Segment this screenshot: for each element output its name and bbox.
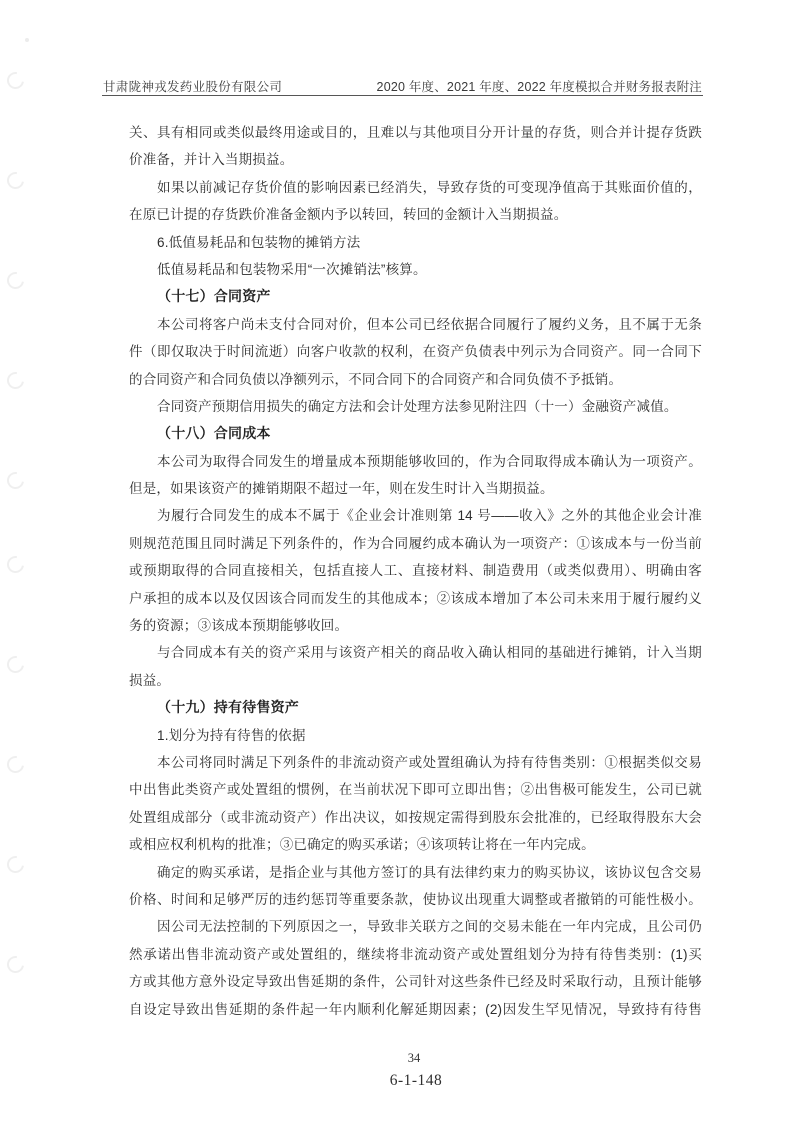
body-text-line: 为履行合同发生的成本不属于《企业会计准则第 14 号——收入》之外的其他企业会计准 <box>157 508 702 524</box>
section-heading: （十八）合同成本 <box>157 425 271 442</box>
body-text-line: 价准备，并计入当期损益。 <box>129 152 294 168</box>
scan-artifact <box>25 38 29 42</box>
document-body <box>129 119 702 1023</box>
body-text-line: 如果以前减记存货价值的影响因素已经消失，导致存货的可变现净值高于其账面价值的， <box>157 179 702 195</box>
body-text-line: 关、具有相同或类似最终用途或目的，且难以与其他项目分开计量的存货，则合并计提存货跌 <box>129 125 702 140</box>
body-text-line: 6.低值易耗品和包装物的摊销方法 <box>157 234 361 250</box>
header-report-title: 2020 年度、2021 年度、2022 年度模拟合并财务报表附注 <box>376 80 702 94</box>
scan-artifact <box>4 953 28 977</box>
scan-artifact <box>4 69 28 93</box>
scan-artifact <box>4 169 28 193</box>
scan-artifact <box>4 369 28 393</box>
scan-artifact <box>4 753 28 777</box>
body-text-line: 低值易耗品和包装物采用“一次摊销法”核算。 <box>157 261 427 277</box>
body-text-line: 方或其他方意外设定导致出售延期的条件，公司针对这些条件已经及时采取行动，且预计能够 <box>129 974 702 990</box>
scan-artifact <box>4 653 28 677</box>
body-text-line: 1.划分为持有待售的依据 <box>157 727 306 743</box>
body-text-line: 但是，如果该资产的摊销期限不超过一年，则在发生时计入当期损益。 <box>129 481 554 497</box>
section-heading: （十七）合同资产 <box>157 288 271 305</box>
body-text-line: 自设定导致出售延期的条件起一年内顺利化解延期因素；(2)因发生罕见情况，导致持有待售 <box>129 1001 702 1017</box>
body-text-line: 户承担的成本以及仅因该合同而发生的其他成本；②该成本增加了本公司未来用于履行履约义 <box>129 590 702 606</box>
scan-artifact <box>4 553 28 577</box>
body-text-line: 本公司为取得合同发生的增量成本预期能够收回的，作为合同取得成本确认为一项资产。 <box>157 453 702 469</box>
body-text-line: 与合同成本有关的资产采用与该资产相关的商品收入确认相同的基础进行摊销，计入当期 <box>157 645 702 661</box>
section-heading: （十九）持有待售资产 <box>157 699 299 716</box>
body-text-line: 合同资产预期信用损失的确定方法和会计处理方法参见附注四（十一）金融资产减值。 <box>157 398 678 414</box>
page-number: 34 <box>407 1051 421 1065</box>
body-text-line: 则规范范围且同时满足下列条件的，作为合同履约成本确认为一项资产：①该成本与一份当前 <box>129 535 702 551</box>
header-company-name: 甘肃陇神戎发药业股份有限公司 <box>103 80 283 94</box>
header-rule <box>102 95 703 96</box>
body-text-line: 在原已计提的存货跌价准备金额内予以转回，转回的金额计入当期损益。 <box>129 207 568 223</box>
body-text-line: 的合同资产和合同负债以净额列示，不同合同下的合同资产和合同负债不予抵销。 <box>129 371 623 387</box>
body-text-line: 件（即仅取决于时间流逝）向客户收款的权利，在资产负债表中列示为合同资产。同一合同下 <box>129 344 702 360</box>
scan-artifact <box>4 469 28 493</box>
body-text-line: 本公司将同时满足下列条件的非流动资产或处置组确认为持有待售类别：①根据类似交易 <box>157 754 702 770</box>
body-text-line: 确定的购买承诺，是指企业与其他方签订的具有法律约束力的购买协议，该协议包含交易 <box>157 864 702 880</box>
scan-artifact <box>4 853 28 877</box>
body-text-line: 然承诺出售非流动资产或处置组的，继续将非流动资产或处置组划分为持有待售类别：(1)买 <box>129 946 702 962</box>
body-text-line: 务的资源；③该成本预期能够收回。 <box>129 618 349 634</box>
scan-artifact <box>4 269 28 293</box>
body-text-line: 本公司将客户尚未支付合同对价，但本公司已经依据合同履行了履约义务，且不属于无条 <box>157 316 702 332</box>
body-text-line: 中出售此类资产或处置组的惯例，在当前状况下即可立即出售；②出售极可能发生，公司已就 <box>129 782 702 798</box>
body-text-line: 损益。 <box>129 672 171 688</box>
document-number: 6-1-148 <box>389 1072 443 1089</box>
body-text-line: 处置组成部分（或非流动资产）作出决议，如按规定需得到股东会批准的，已经取得股东大会 <box>129 809 702 825</box>
body-text-line: 或预期取得的合同直接相关，包括直接人工、直接材料、制造费用（或类似费用）、明确由客 <box>129 563 702 579</box>
body-text-line: 或相应权利机构的批准；③已确定的购买承诺；④该项转让将在一年内完成。 <box>129 837 595 853</box>
body-text-line: 价格、时间和足够严厉的违约惩罚等重要条款，使协议出现重大调整或者撤销的可能性极小。 <box>129 891 702 907</box>
body-text-line: 因公司无法控制的下列原因之一，导致非关联方之间的交易未能在一年内完成，且公司仍 <box>157 919 702 935</box>
